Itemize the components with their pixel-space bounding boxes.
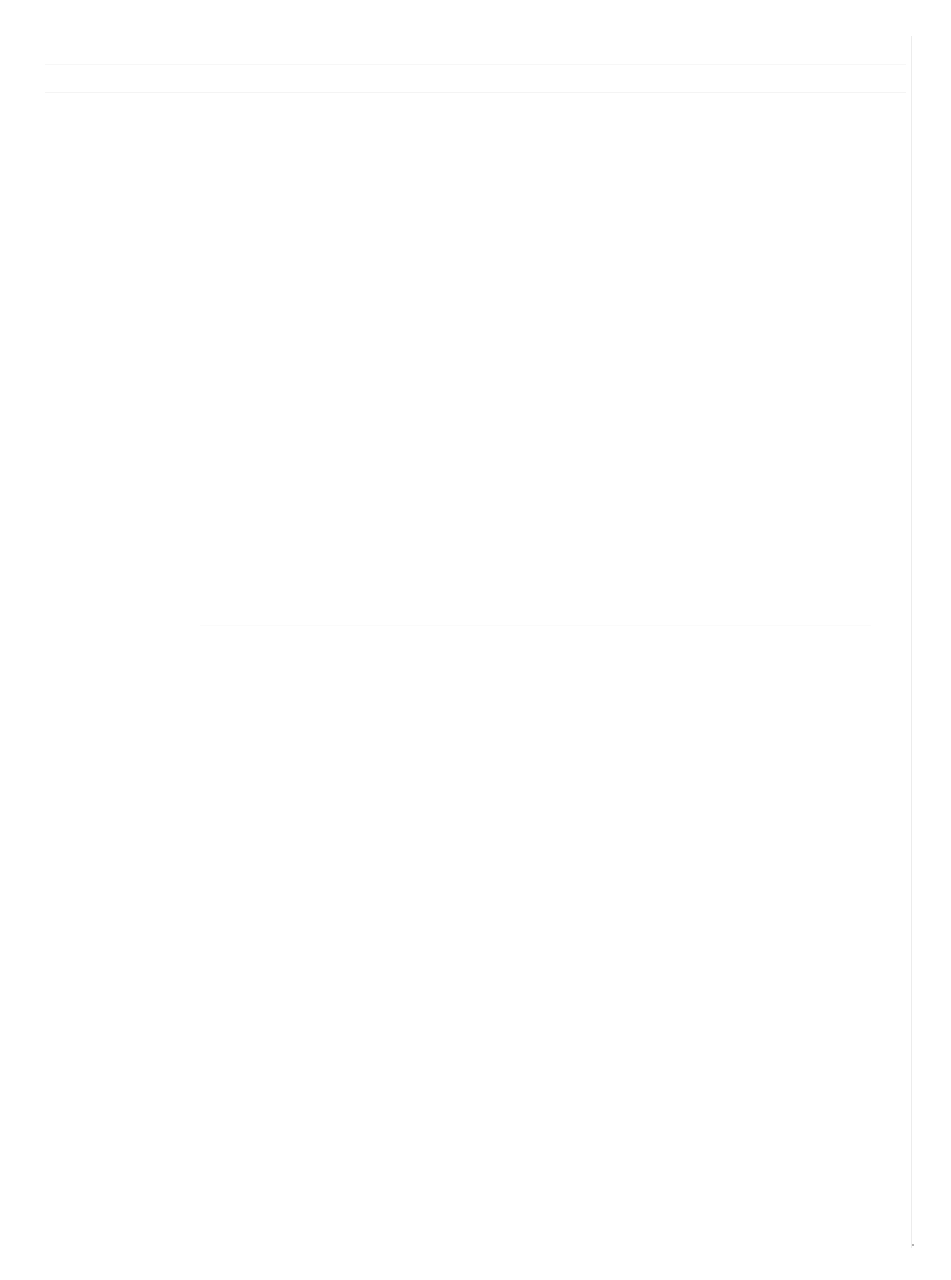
page-right-edge-line bbox=[911, 36, 912, 1248]
faint-rule-second bbox=[45, 92, 906, 93]
faint-rule-middle bbox=[200, 625, 871, 626]
faint-rule-top bbox=[45, 64, 906, 65]
page-edge-mark bbox=[912, 1244, 914, 1246]
